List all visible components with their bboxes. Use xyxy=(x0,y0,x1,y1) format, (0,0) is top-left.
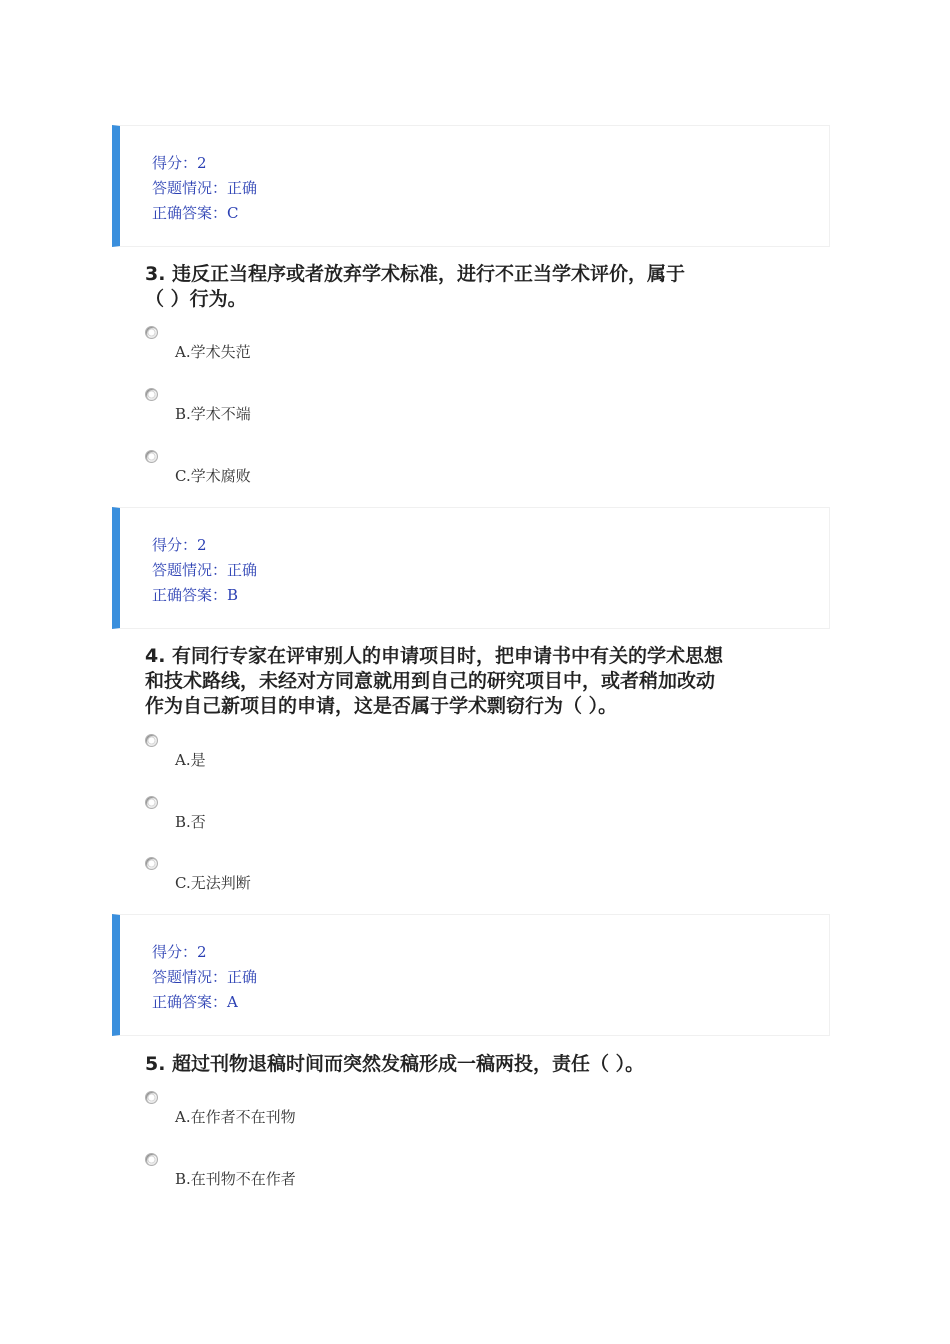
score-text: 得分：2 xyxy=(152,943,207,961)
radio-button-option-c[interactable] xyxy=(145,450,158,463)
score-text: 得分：2 xyxy=(152,536,207,554)
question-line: 和技术路线，未经对方同意就用到自己的研究项目中，或者稍加改动 xyxy=(145,670,716,692)
option-label: A.是 xyxy=(175,751,206,769)
question-text xyxy=(145,644,815,719)
question-line: 作为自己新项目的申请，这是否属于学术剽窃行为（ ）。 xyxy=(145,695,618,717)
question-line: 5. 超过刊物退稿时间而突然发稿形成一稿两投，责任（ ）。 xyxy=(145,1053,645,1075)
question-line: （ ）行为。 xyxy=(145,288,247,310)
question-text xyxy=(145,1052,815,1077)
radio-button-option-b[interactable] xyxy=(145,796,158,809)
answer-status-text: 答题情况：正确 xyxy=(152,179,258,197)
radio-button-option-b[interactable] xyxy=(145,1153,158,1166)
result-box xyxy=(112,125,830,247)
option-label: C.学术腐败 xyxy=(175,467,251,485)
radio-button-option-a[interactable] xyxy=(145,326,158,339)
score-text: 得分：2 xyxy=(152,154,207,172)
result-box xyxy=(112,914,830,1036)
question-text xyxy=(145,262,815,312)
option-label: B.学术不端 xyxy=(175,405,251,423)
option-label: B.否 xyxy=(175,813,206,831)
option-label: A.学术失范 xyxy=(175,343,251,361)
radio-button-option-b[interactable] xyxy=(145,388,158,401)
radio-button-option-a[interactable] xyxy=(145,734,158,747)
answer-status-text: 答题情况：正确 xyxy=(152,968,258,986)
answer-status-text: 答题情况：正确 xyxy=(152,561,258,579)
correct-answer-text: 正确答案：B xyxy=(152,586,239,604)
option-label: C.无法判断 xyxy=(175,874,251,892)
question-line: 4. 有同行专家在评审别人的申请项目时，把申请书中有关的学术思想 xyxy=(145,645,724,667)
option-label: B.在刊物不在作者 xyxy=(175,1170,296,1188)
option-label: A.在作者不在刊物 xyxy=(175,1108,296,1126)
correct-answer-text: 正确答案：A xyxy=(152,993,238,1011)
radio-button-option-c[interactable] xyxy=(145,857,158,870)
question-line: 3. 违反正当程序或者放弃学术标准，进行不正当学术评价，属于 xyxy=(145,263,686,285)
result-box xyxy=(112,507,830,629)
correct-answer-text: 正确答案：C xyxy=(152,204,239,222)
radio-button-option-a[interactable] xyxy=(145,1091,158,1104)
